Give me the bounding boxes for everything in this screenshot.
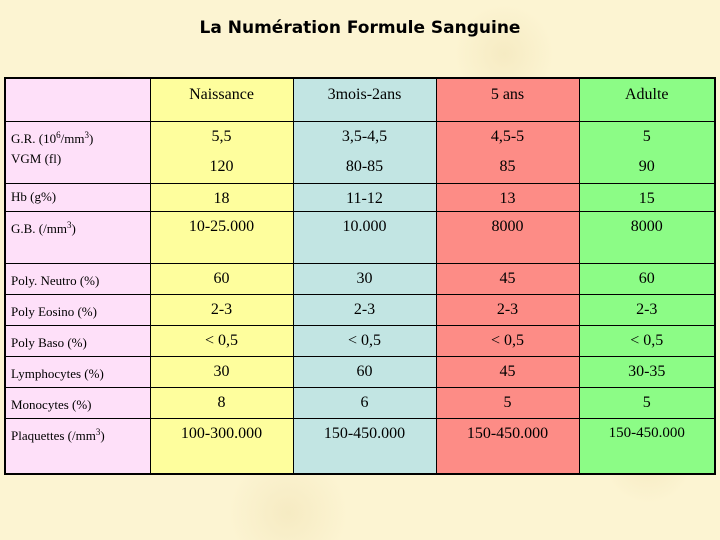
table-row: [5, 263, 715, 294]
table-cell: 2-3: [150, 294, 293, 325]
table-cell: 8000: [436, 211, 579, 263]
table-cell: 2-3: [579, 294, 715, 325]
header-cell-adulte: Adulte: [579, 78, 715, 121]
blood-count-table: [4, 77, 716, 475]
header-cell-naissance: Naissance: [150, 78, 293, 121]
table-row: [5, 418, 715, 474]
table-cell: 30: [150, 356, 293, 387]
table-cell: 60: [579, 263, 715, 294]
table-cell: 45: [436, 356, 579, 387]
row-label: Poly Eosino (%): [5, 294, 150, 325]
header-cell-5-ans: 5 ans: [436, 78, 579, 121]
table-cell: 150-450.000: [436, 418, 579, 474]
row-label: [5, 121, 150, 183]
table-cell: 18: [150, 183, 293, 211]
table-cell: < 0,5: [579, 325, 715, 356]
table-cell: 5: [436, 387, 579, 418]
table-cell: 60: [150, 263, 293, 294]
table-row: [5, 294, 715, 325]
table-cell: 60: [293, 356, 436, 387]
table-cell: < 0,5: [293, 325, 436, 356]
table-row: [5, 211, 715, 263]
table-cell: 6: [293, 387, 436, 418]
row-label: Lymphocytes (%): [5, 356, 150, 387]
table-row: [5, 387, 715, 418]
table-cell: < 0,5: [150, 325, 293, 356]
row-label-line: VGM (fl): [11, 150, 62, 166]
table-cell: 150-450.000: [579, 418, 715, 474]
table-cell: 2-3: [436, 294, 579, 325]
row-label: G.B. $(/mm^3)$: [5, 211, 150, 263]
table-cell: 10.000: [293, 211, 436, 263]
table-cell: 4,5-5 85: [436, 121, 579, 183]
table-cell: 45: [436, 263, 579, 294]
table-cell: 5: [579, 387, 715, 418]
table-cell: 30-35: [579, 356, 715, 387]
row-label: Hb (g%): [5, 183, 150, 211]
table-cell: 8: [150, 387, 293, 418]
table-cell: 13: [436, 183, 579, 211]
table-row: [5, 325, 715, 356]
row-label: Poly. Neutro (%): [5, 263, 150, 294]
table-cell: 5 90: [579, 121, 715, 183]
table-cell: < 0,5: [436, 325, 579, 356]
table-cell: 150-450.000: [293, 418, 436, 474]
header-cell-3mois-2ans: 3mois-2ans: [293, 78, 436, 121]
table-row: [5, 121, 715, 183]
table-cell: 30: [293, 263, 436, 294]
header-row: [5, 78, 715, 121]
page-title: La Numération Formule Sanguine: [199, 18, 521, 38]
row-label: Plaquettes $(/mm^3)$: [5, 418, 150, 474]
table-cell: 15: [579, 183, 715, 211]
table-cell: 100-300.000: [150, 418, 293, 474]
row-label: Poly Baso (%): [5, 325, 150, 356]
table-cell: 2-3: [293, 294, 436, 325]
table-row: [5, 183, 715, 211]
table-cell: 11-12: [293, 183, 436, 211]
header-cell-empty: [5, 78, 150, 121]
table-row: [5, 356, 715, 387]
row-label-line: G.R. $(10^6/mm^3)$: [11, 129, 94, 146]
row-label: Monocytes (%): [5, 387, 150, 418]
table-cell: 5,5 120: [150, 121, 293, 183]
table-cell: 10-25.000: [150, 211, 293, 263]
table-cell: 3,5-4,5 80-85: [293, 121, 436, 183]
table-cell: 8000: [579, 211, 715, 263]
